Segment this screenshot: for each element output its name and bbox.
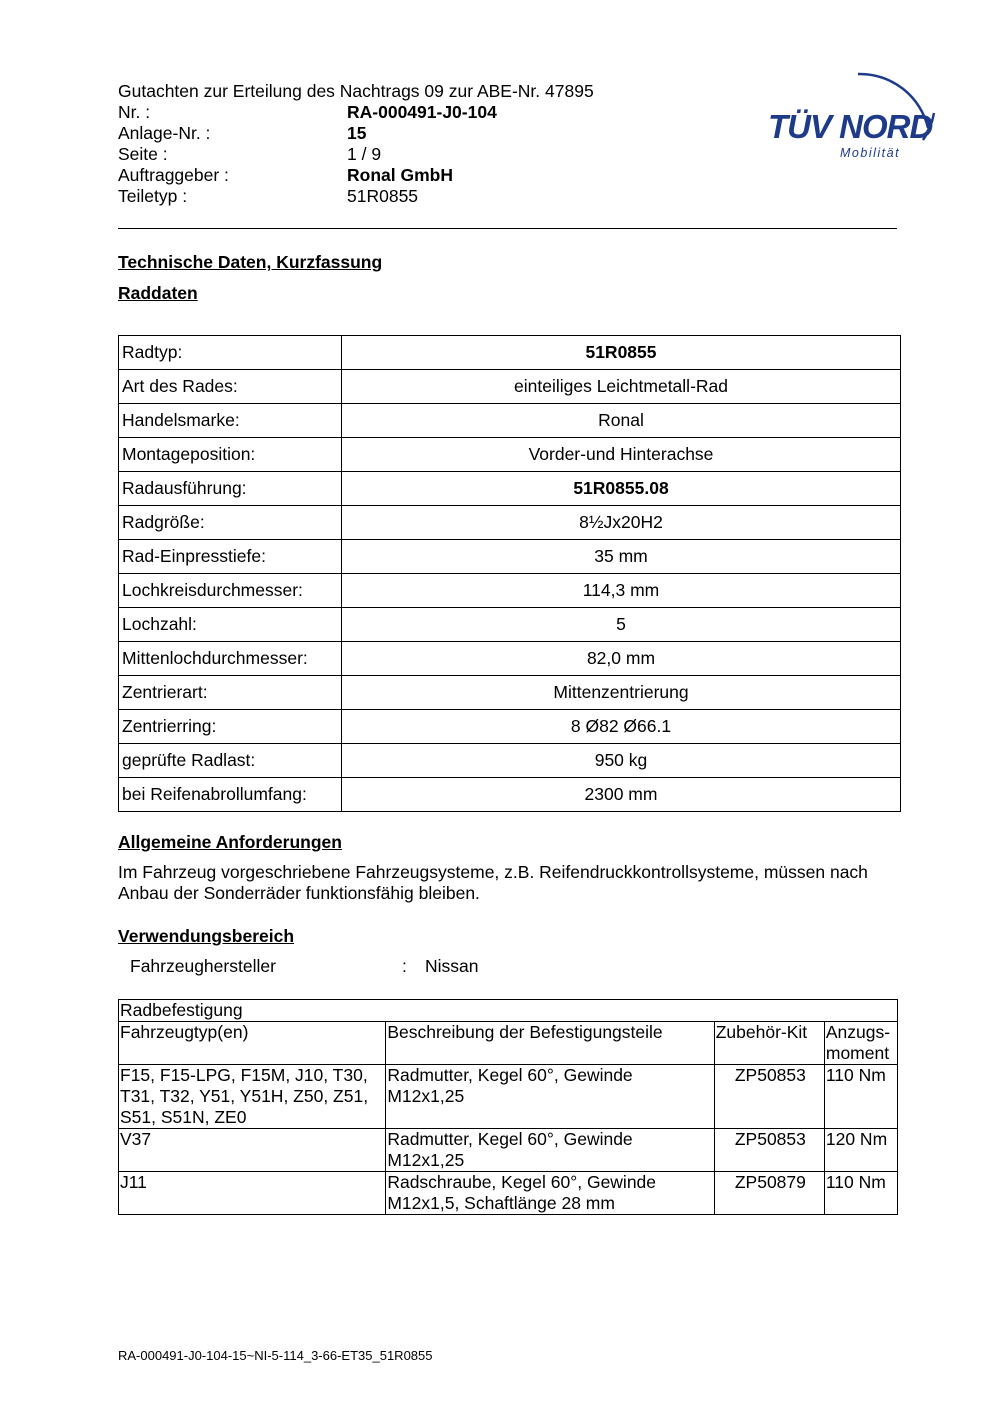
raddaten-row xyxy=(119,574,901,608)
header-label: Anlage-Nr. : xyxy=(118,123,211,143)
radbefestigung-cell: F15, F15-LPG, F15M, J10, T30, T31, T32, Y51, Y51H, Z50, Z51, S51, S51N, ZE0 xyxy=(119,1065,386,1129)
raddaten-label: Radtyp: xyxy=(119,336,342,370)
raddaten-row xyxy=(119,336,901,370)
header-divider xyxy=(118,228,897,229)
raddaten-label: Lochzahl: xyxy=(119,608,342,642)
radbefestigung-cell: Radschraube, Kegel 60°, Gewinde M12x1,5, Schaftlänge 28 mm xyxy=(386,1172,714,1215)
section-raddaten: Raddaten xyxy=(118,283,198,303)
radbefestigung-cell: 110 Nm xyxy=(824,1065,897,1129)
radbefestigung-header-row xyxy=(119,1022,898,1065)
radbefestigung-cell: V37 xyxy=(119,1129,386,1172)
raddaten-value: 2300 mm xyxy=(342,778,901,812)
column-header: Fahrzeugtyp(en) xyxy=(119,1022,386,1065)
document-title: Gutachten zur Erteilung des Nachtrags 09 zur ABE-Nr. 47895 xyxy=(118,81,594,101)
raddaten-value: 950 kg xyxy=(342,744,901,778)
column-header: Anzugs-moment xyxy=(824,1022,897,1065)
raddaten-label: Rad-Einpresstiefe: xyxy=(119,540,342,574)
header-label: Seite : xyxy=(118,144,168,164)
header-value: 1 / 9 xyxy=(347,144,382,164)
allgemeine-text: Im Fahrzeug vorgeschriebene Fahrzeugsysteme, z.B. Reifendruckkontrollsysteme, müssen nach Anbau der Sonderräder funktionsfähig bleiben. xyxy=(118,862,868,903)
radbefestigung-title: Radbefestigung xyxy=(119,1000,898,1022)
header-value: 51R0855 xyxy=(347,186,419,206)
radbefestigung-cell: Radmutter, Kegel 60°, Gewinde M12x1,25 xyxy=(386,1129,714,1172)
radbefestigung-cell: ZP50853 xyxy=(714,1129,824,1172)
raddaten-row xyxy=(119,710,901,744)
raddaten-label: Montageposition: xyxy=(119,438,342,472)
column-header: Beschreibung der Befestigungsteile xyxy=(386,1022,714,1065)
raddaten-table xyxy=(118,335,901,812)
raddaten-value: 8½Jx20H2 xyxy=(342,506,901,540)
raddaten-row xyxy=(119,778,901,812)
raddaten-label: Lochkreisdurchmesser: xyxy=(119,574,342,608)
fahrzeughersteller-value: Nissan xyxy=(425,956,479,976)
raddaten-value: 82,0 mm xyxy=(342,642,901,676)
header-value: RA-000491-J0-104 xyxy=(347,102,497,122)
tuv-nord-logo xyxy=(768,58,948,168)
raddaten-row xyxy=(119,744,901,778)
header-label: Nr. : xyxy=(118,102,151,122)
header-value: 15 xyxy=(347,123,367,143)
radbefestigung-cell: 120 Nm xyxy=(824,1129,897,1172)
header-value: Ronal GmbH xyxy=(347,165,453,185)
raddaten-value: Mittenzentrierung xyxy=(342,676,901,710)
radbefestigung-row xyxy=(119,1129,898,1172)
raddaten-row xyxy=(119,506,901,540)
raddaten-label: Radausführung: xyxy=(119,472,342,506)
radbefestigung-cell: Radmutter, Kegel 60°, Gewinde M12x1,25 xyxy=(386,1065,714,1129)
radbefestigung-row xyxy=(119,1172,898,1215)
fahrzeughersteller-label: Fahrzeughersteller xyxy=(130,956,276,976)
raddaten-value: 51R0855.08 xyxy=(342,472,901,506)
radbefestigung-cell: 110 Nm xyxy=(824,1172,897,1215)
raddaten-value: 114,3 mm xyxy=(342,574,901,608)
fahrzeughersteller-separator: : xyxy=(402,956,407,976)
raddaten-row xyxy=(119,642,901,676)
raddaten-row xyxy=(119,608,901,642)
radbefestigung-table xyxy=(118,999,898,1215)
raddaten-value: Vorder-und Hinterachse xyxy=(342,438,901,472)
radbefestigung-cell: ZP50879 xyxy=(714,1172,824,1215)
raddaten-label: Handelsmarke: xyxy=(119,404,342,438)
footer-reference: RA-000491-J0-104-15~NI-5-114_3-66-ET35_51R0855 xyxy=(118,1348,433,1363)
section-allgemeine-anforderungen: Allgemeine Anforderungen xyxy=(118,832,342,852)
radbefestigung-cell: ZP50853 xyxy=(714,1065,824,1129)
raddaten-label: Zentrierring: xyxy=(119,710,342,744)
raddaten-row xyxy=(119,472,901,506)
raddaten-value: einteiliges Leichtmetall-Rad xyxy=(342,370,901,404)
raddaten-label: geprüfte Radlast: xyxy=(119,744,342,778)
raddaten-row xyxy=(119,438,901,472)
column-header: Zubehör-Kit xyxy=(714,1022,824,1065)
raddaten-row xyxy=(119,676,901,710)
radbefestigung-row xyxy=(119,1065,898,1129)
raddaten-value: 5 xyxy=(342,608,901,642)
logo-brand: TÜV NORD xyxy=(768,108,933,145)
raddaten-label: Art des Rades: xyxy=(119,370,342,404)
logo-subtitle: Mobilität xyxy=(840,146,901,160)
raddaten-label: Zentrierart: xyxy=(119,676,342,710)
raddaten-row xyxy=(119,540,901,574)
header-label: Teiletyp : xyxy=(118,186,188,206)
header-label: Auftraggeber : xyxy=(118,165,229,185)
raddaten-value: Ronal xyxy=(342,404,901,438)
raddaten-row xyxy=(119,370,901,404)
raddaten-label: Mittenlochdurchmesser: xyxy=(119,642,342,676)
section-verwendungsbereich: Verwendungsbereich xyxy=(118,926,295,946)
raddaten-value: 8 Ø82 Ø66.1 xyxy=(342,710,901,744)
raddaten-value: 51R0855 xyxy=(342,336,901,370)
section-technische-daten: Technische Daten, Kurzfassung xyxy=(118,252,383,272)
radbefestigung-cell: J11 xyxy=(119,1172,386,1215)
raddaten-label: bei Reifenabrollumfang: xyxy=(119,778,342,812)
raddaten-row xyxy=(119,404,901,438)
raddaten-value: 35 mm xyxy=(342,540,901,574)
raddaten-label: Radgröße: xyxy=(119,506,342,540)
